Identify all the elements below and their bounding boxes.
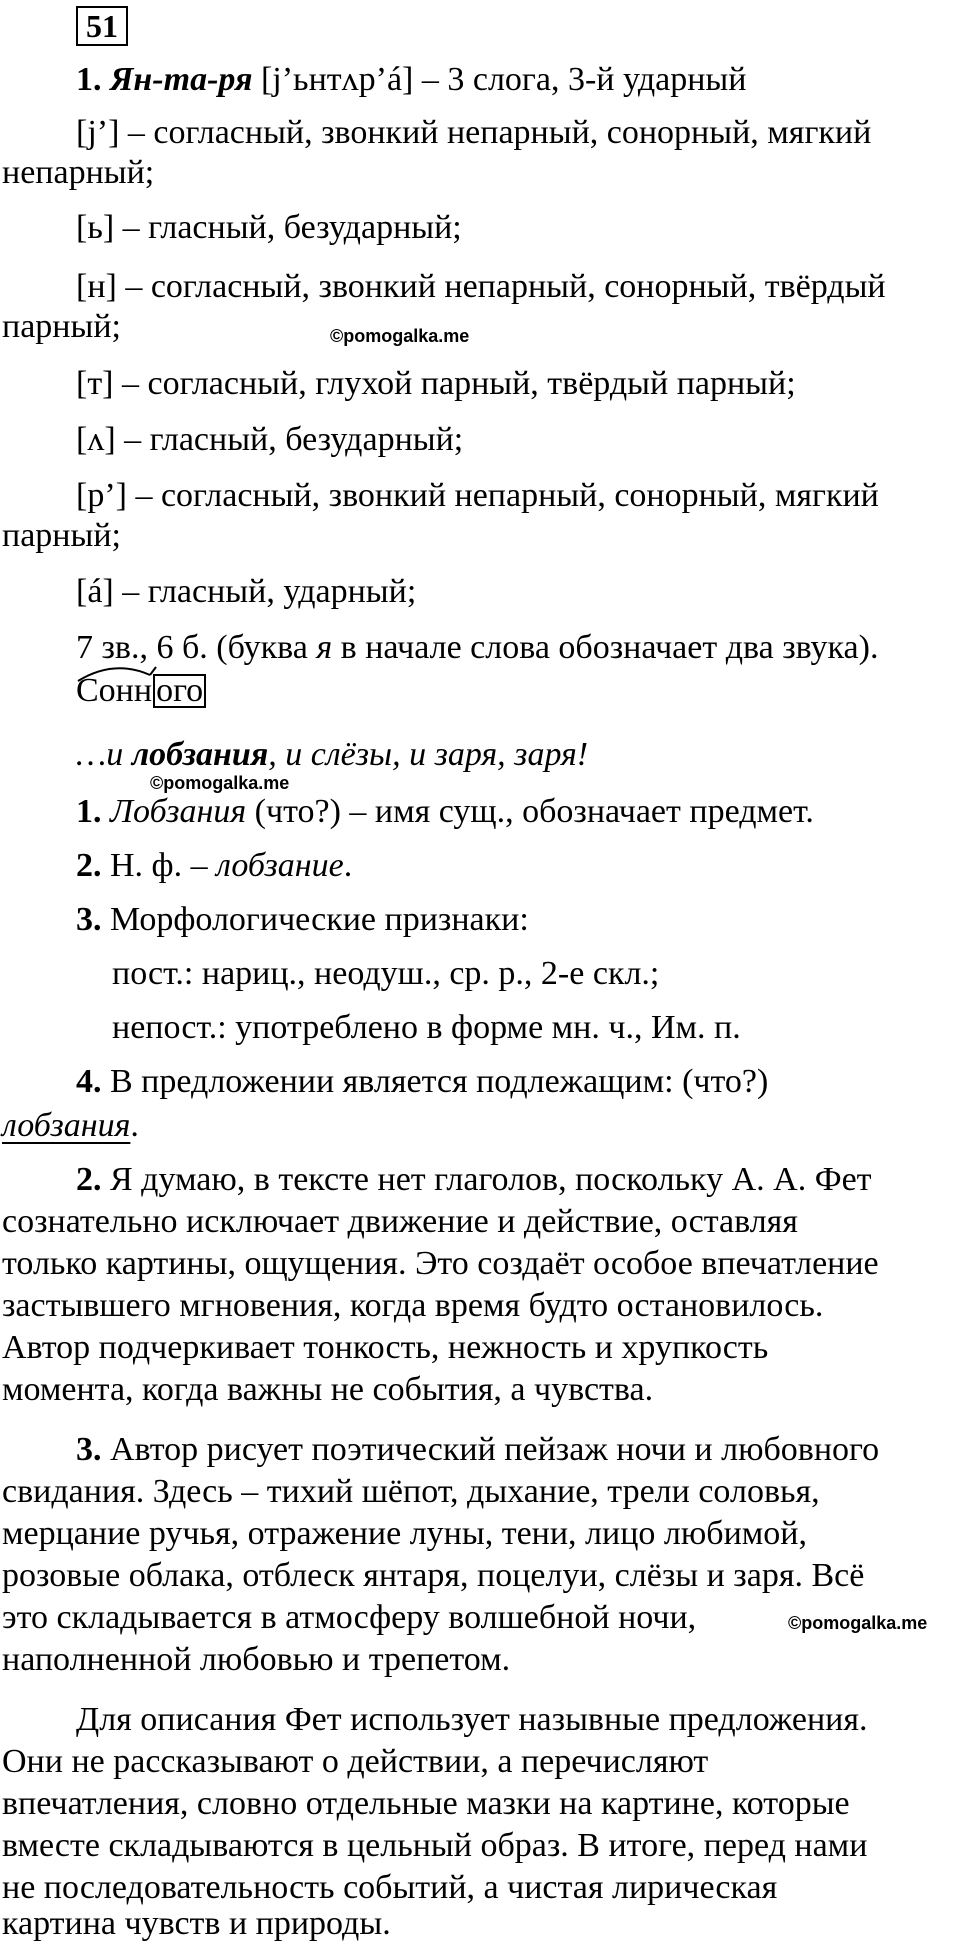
section3-para2-line: впечатления, словно отдельные мазки на картине, которые [2,1785,850,1822]
root-arc [76,661,236,681]
quote-analyzed-word: лобзания [131,736,269,773]
section3-para2-line: Они не рассказывают о действии, а перечисляют [2,1743,709,1780]
phonetic-header [76,60,746,100]
sound-line-cont: парный; [2,308,121,345]
analysis-point-1: 1. Лобзания (что?) – имя сущ., обозначает предмет. [76,793,814,830]
analysis-point-2: 2. Н. ф. – лобзание. [76,847,353,884]
watermark: ©pomogalka.me [150,773,290,793]
section2-number: 2. [76,1161,102,1198]
section2-line: застывшего мгновения, когда время будто остановилось. [2,1287,824,1324]
section3-para2-line: не последовательность событий, а чистая лирическая [2,1869,778,1906]
word-ending: ого [153,674,206,708]
sound-line: [н] – согласный, звонкий непарный, сонорный, твёрдый [76,268,886,305]
watermark: ©pomogalka.me [330,326,470,346]
section3-number: 3. [76,1431,102,1468]
section3-line: мерцание ручья, отражение луны, тени, лицо любимой, [2,1515,807,1552]
transcription: [j’ьнтʌр’á] – 3 слога, 3-й ударный [252,61,747,98]
section3-line: розовые облака, отблеск янтаря, поцелуи, слёзы и заря. Всё [2,1557,865,1594]
sound-summary: 7 зв., 6 б. (буква я в начале слова обозначает два звука). [76,629,879,666]
word-stem: Сонн [76,672,153,709]
section3-line: наполненной любовью и трепетом. [2,1641,511,1678]
sound-line: [j’] – согласный, звонкий непарный, сонорный, мягкий [76,114,872,151]
sound-line: [á] – гласный, ударный; [76,573,417,610]
sound-line: [р’] – согласный, звонкий непарный, сонорный, мягкий [76,477,879,514]
sound-line: [ʌ] – гласный, безударный; [76,421,464,458]
constant-features: пост.: нариц., неодуш., ср. р., 2-е скл.; [112,955,660,992]
section2-line: момента, когда важны не события, а чувства. [2,1371,654,1408]
section2-line: 2. Я думаю, в тексте нет глаголов, поскольку А. А. Фет [76,1161,872,1198]
section3-line: 3. Автор рисует поэтический пейзаж ночи и любовного [76,1431,880,1468]
section2-line: только картины, ощущения. Это создаёт особое впечатление [2,1245,879,1282]
sound-line-cont: непарный; [2,154,155,191]
section3-para2-line: Для описания Фет использует назывные предложения. [76,1701,868,1738]
watermark: ©pomogalka.me [788,1613,928,1633]
subject-word: лобзания. [2,1107,139,1144]
section3-para2-line: вместе складываются в цельный образ. В итоге, перед нами [2,1827,868,1864]
analysis-point-3: 3. Морфологические признаки: [76,901,529,938]
section3-line: свидания. Здесь – тихий шёпот, дыхание, трели соловья, [2,1473,820,1510]
item-number: 1. [76,61,102,98]
sound-line: [ь] – гласный, безударный; [76,209,462,246]
sound-line-cont: парный; [2,517,121,554]
sound-line: [т] – согласный, глухой парный, твёрдый парный; [76,365,796,402]
section2-line: Автор подчеркивает тонкость, нежность и хрупкость [2,1329,769,1366]
morphemic-analysis [76,671,206,711]
section2-line: сознательно исключает движение и действие, оставляя [2,1203,798,1240]
analysis-point-4: 4. В предложении является подлежащим: (что?) [76,1063,769,1100]
letter-ya: я [316,629,333,666]
poem-quote: …и лобзания, и слёзы, и заря, заря! [76,736,589,773]
section3-line: это складывается в атмосферу волшебной ночи, [2,1599,697,1636]
analyzed-word: Ян-та-ря [110,61,253,98]
variable-features: непост.: употреблено в форме мн. ч., Им. п. [112,1009,741,1046]
task-number-box: 51 [76,6,128,46]
section3-para2-line: картина чувств и природы. [2,1905,391,1942]
